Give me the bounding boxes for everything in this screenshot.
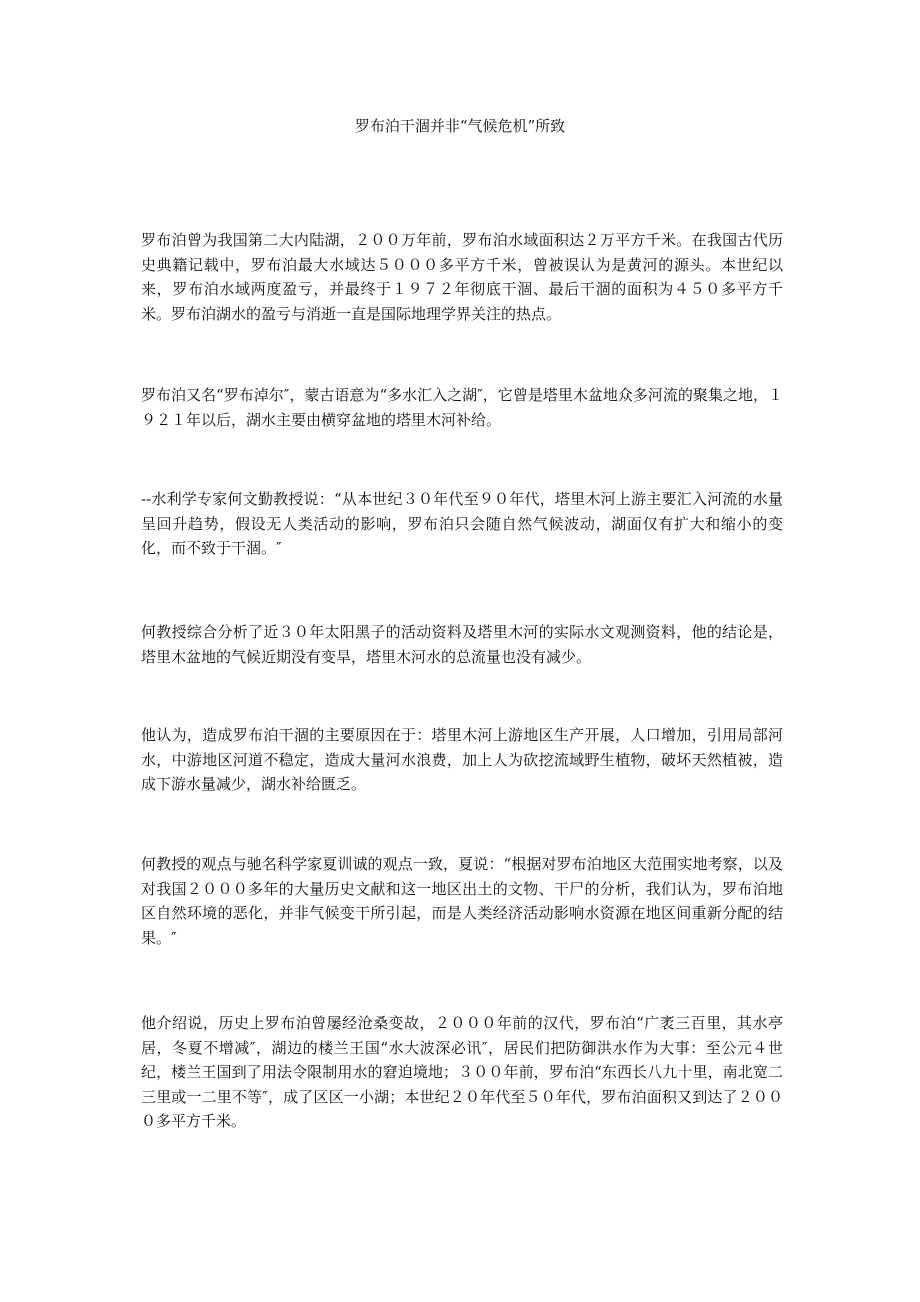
paragraph-name-origin: 罗布泊又名“罗布淖尔″，蒙古语意为“多水汇入之湖″，它曾是塔里木盆地众多河流的聚集之地，１９２１年以后，湖水主要由横穿盆地的塔里木河补给。 xyxy=(141,386,783,429)
paragraph-intro: 罗布泊曾为我国第二大内陆湖，２００万年前，罗布泊水域面积达２万平方千米。在我国古代历史典籍记载中，罗布泊最大水域达５０００多平方千米，曾被误认为是黄河的源头。本世纪以来，罗布泊水域两度盈亏，并最终于１９７２年彻底干涸、最后干涸的面积为４５０多平方千米。罗布泊湖水的盈亏与消逝一直是国际地理学界关注的热点。 xyxy=(141,231,783,323)
paragraph-consensus: 何教授的观点与驰名科学家夏训诚的观点一致，夏说：“根据对罗布泊地区大范围实地考察，以及对我国２０００多年的大量历史文献和这一地区出土的文物、干尸的分析，我们认为，罗布泊地区自然环境的恶化，并非气候变干所引起，而是人类经济活动影响水资源在地区间重新分配的结果。″ xyxy=(141,855,783,947)
paragraph-history: 他介绍说，历史上罗布泊曾屡经沧桑变故，２０００年前的汉代，罗布泊“广袤三百里，其水亭居，冬夏不增减″，湖边的楼兰王国“水大波深必讯″，居民们把防御洪水作为大事：至公元４世纪，楼兰王国到了用法令限制用水的窘迫境地；３００年前，罗布泊“东西长八九十里，南北宽二三里或一二里不等″，成了区区一小湖；本世纪２０年代至５０年代，罗布泊面积又到达了２０００多平方千米。 xyxy=(141,1014,783,1130)
paragraph-expert-quote: --水利学专家何文勤教授说：“从本世纪３０年代至９０年代，塔里木河上游主要汇入河流的水量呈回升趋势，假设无人类活动的影响，罗布泊只会随自然气候波动，湖面仅有扩大和缩小的变化，而不致于干涸。″ xyxy=(141,490,783,557)
paragraph-analysis: 何教授综合分析了近３０年太阳黑子的活动资料及塔里木河的实际水文观测资料，他的结论是，塔里木盆地的气候近期没有变旱，塔里木河水的总流量也没有减少。 xyxy=(141,623,783,666)
page-title: 罗布泊干涸并非“气候危机”所致 xyxy=(354,117,566,135)
paragraph-main-cause: 他认为，造成罗布泊干涸的主要原因在于：塔里木河上游地区生产开展，人口增加，引用局部河水，中游地区河道不稳定，造成大量河水浪费，加上人为砍挖流域野生植物，破坏天然植被，造成下游水量减少，湖水补给匮乏。 xyxy=(141,726,783,793)
